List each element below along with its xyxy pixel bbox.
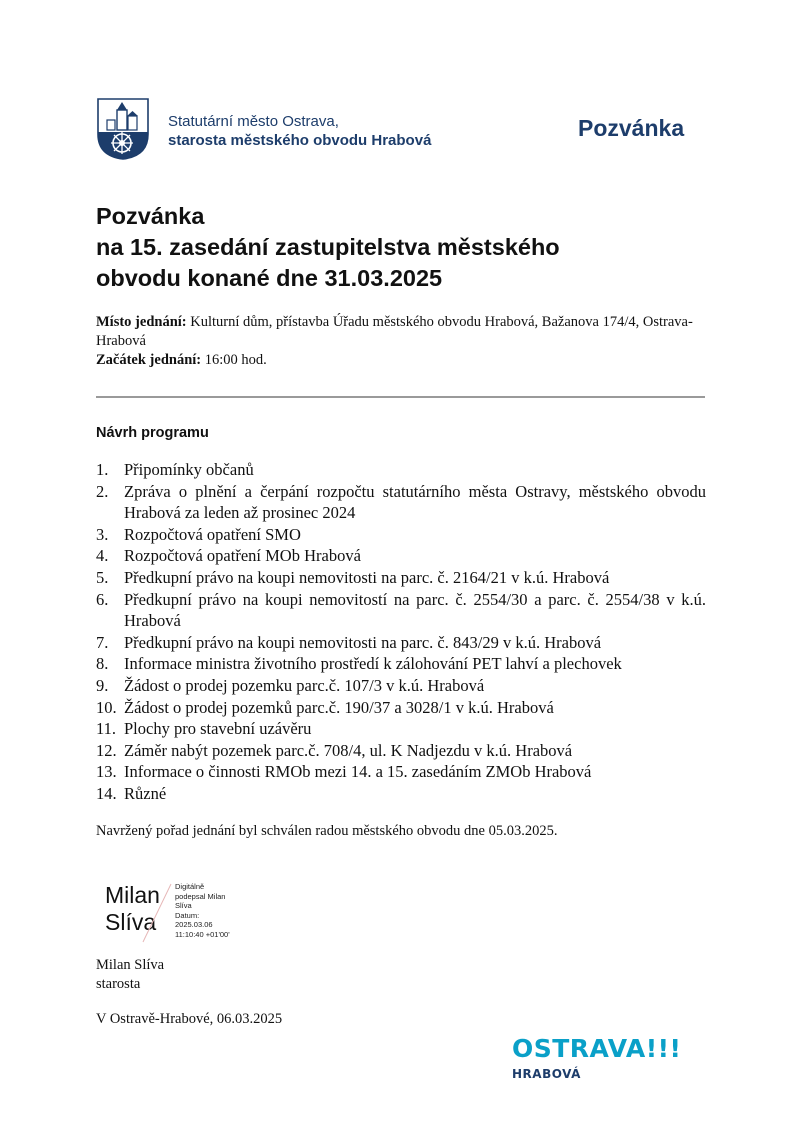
agenda-item-number: 12. — [96, 740, 117, 760]
agenda-item-text: Předkupní právo na koupi nemovitosti na parc. č. 2164/21 v k.ú. Hrabová — [124, 567, 610, 587]
agenda-item-text: Žádost o prodej pozemku parc.č. 107/3 v k.ú. Hrabová — [124, 675, 485, 695]
agenda-item — [96, 718, 706, 740]
city-crest-logo — [97, 98, 149, 160]
brand-word: OSTRAVA!!! — [512, 1034, 682, 1063]
document-title — [96, 201, 736, 294]
title-line-1: Pozvánka — [96, 203, 205, 229]
agenda-item-number: 6. — [96, 589, 109, 609]
signature-certificate — [175, 882, 230, 940]
certificate-line: Slíva — [175, 901, 192, 911]
place-label: Místo jednání: — [96, 314, 187, 330]
title-line-3: obvodu konané dne 31.03.2025 — [96, 265, 443, 291]
agenda-item — [96, 697, 706, 719]
agenda-item-number: 4. — [96, 546, 109, 566]
agenda-item-number: 10. — [96, 697, 117, 717]
signatory-role: starosta — [96, 976, 141, 992]
agenda-item — [96, 589, 706, 632]
meeting-details — [96, 313, 716, 370]
agenda-item-number: 3. — [96, 524, 109, 544]
agenda-item-number: 8. — [96, 654, 109, 674]
agenda-item — [96, 567, 706, 589]
agenda-item-number: 5. — [96, 567, 109, 587]
agenda-item — [96, 524, 706, 546]
agenda-item-number: 14. — [96, 783, 117, 803]
signature-stroke-mark — [137, 880, 177, 944]
agenda-item-number: 13. — [96, 762, 117, 782]
meeting-place — [96, 313, 716, 351]
agenda-item-number: 7. — [96, 632, 109, 652]
agenda-item-text: Rozpočtová opatření MOb Hrabová — [124, 546, 361, 566]
signatory — [96, 956, 164, 994]
agenda-item — [96, 545, 706, 567]
agenda-item — [96, 740, 706, 762]
digital-signature — [105, 880, 255, 944]
organization-line-1: Statutární město Ostrava, — [168, 113, 339, 130]
agenda-item — [96, 459, 706, 481]
agenda-list — [96, 459, 706, 805]
place-and-date: V Ostravě-Hrabové, 06.03.2025 — [96, 1011, 283, 1027]
signatory-name: Milan Slíva — [96, 957, 165, 973]
agenda-item — [96, 675, 706, 697]
agenda-item-text: Zpráva o plnění a čerpání rozpočtu statutárního města Ostravy, městského obvodu Hrabová za leden až prosinec 2024 — [124, 481, 706, 523]
agenda-item-number: 9. — [96, 675, 109, 695]
agenda-item — [96, 481, 706, 524]
organization-name — [168, 112, 431, 150]
approval-note: Navržený pořad jednání byl schválen radou městského obvodu dne 05.03.2025. — [96, 823, 558, 839]
certificate-line: Digitálně — [175, 882, 205, 891]
organization-line-2: starosta městského obvodu Hrabová — [168, 132, 432, 149]
meeting-start — [96, 351, 716, 370]
certificate-line: 11:10:40 +01'00' — [175, 929, 230, 939]
certificate-line: 2025.03.06 — [175, 920, 213, 930]
agenda-item — [96, 653, 706, 675]
agenda-item-text: Rozpočtová opatření SMO — [124, 524, 301, 544]
divider — [96, 396, 705, 398]
agenda-item — [96, 632, 706, 654]
title-line-2: na 15. zasedání zastupitelstva městského — [96, 234, 560, 260]
agenda-item-text: Připomínky občanů — [124, 460, 254, 479]
agenda-item-text: Informace ministra životního prostředí k zálohování PET lahví a plechovek — [124, 654, 622, 674]
start-value: 16:00 hod. — [204, 352, 267, 368]
program-heading: Návrh programu — [96, 425, 209, 441]
agenda-item-text: Různé — [124, 783, 167, 803]
agenda-item-number: 1. — [96, 460, 109, 479]
agenda-item-text: Plochy pro stavební uzávěru — [124, 719, 312, 739]
signature-first-name: Milan — [105, 882, 160, 908]
agenda-item-text: Informace o činnosti RMOb mezi 14. a 15. zasedáním ZMOb Hrabová — [124, 762, 592, 782]
header-document-type: Pozvánka — [578, 115, 685, 141]
certificate-line: Datum: — [175, 910, 200, 920]
agenda-item — [96, 783, 706, 805]
agenda-item — [96, 761, 706, 783]
start-label: Začátek jednání: — [96, 352, 202, 368]
agenda-item-number: 2. — [96, 481, 109, 501]
place-value: Kulturní dům, přístavba Úřadu městského obvodu Hrabová, Bažanova 174/4, Ostrava-Hrabová — [96, 314, 693, 349]
agenda-item-text: Žádost o prodej pozemků parc.č. 190/37 a 3028/1 v k.ú. Hrabová — [124, 697, 554, 717]
agenda-item-number: 11. — [96, 719, 117, 739]
certificate-line: podepsal Milan — [175, 891, 226, 901]
brand-district: HRABOVÁ — [512, 1067, 581, 1081]
agenda-item-text: Předkupní právo na koupi nemovitosti na parc. č. 843/29 v k.ú. Hrabová — [124, 632, 602, 652]
agenda-item-text: Předkupní právo na koupi nemovitostí na parc. č. 2554/30 a parc. č. 2554/38 v k.ú. Hrabová — [124, 589, 706, 631]
ostrava-brand-logo — [512, 1035, 712, 1087]
signature-last-name: Slíva — [105, 909, 157, 935]
agenda-item-text: Záměr nabýt pozemek parc.č. 708/4, ul. K Nadjezdu v k.ú. Hrabová — [124, 740, 573, 760]
